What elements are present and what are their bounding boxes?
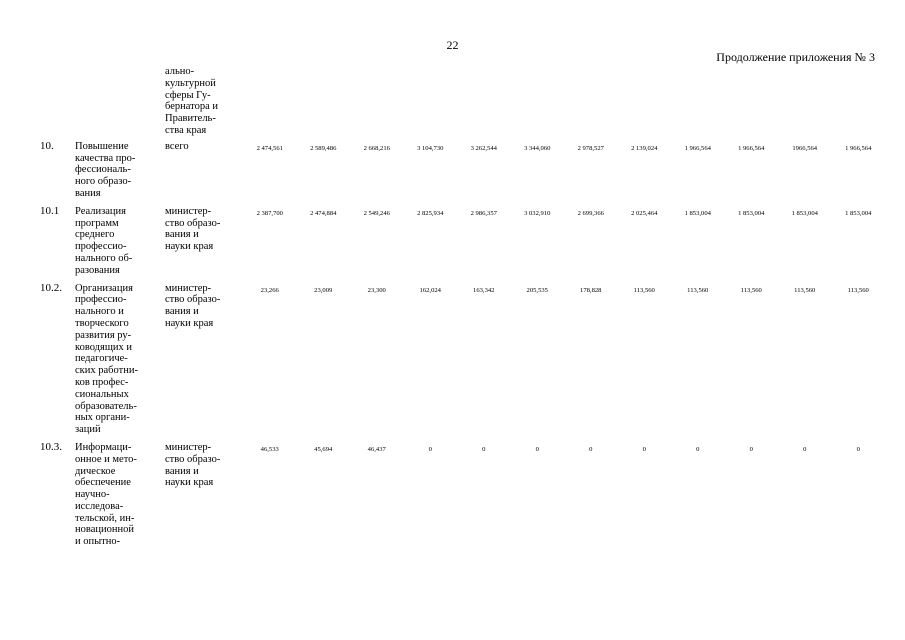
- row-value: 2 474,884: [310, 209, 337, 217]
- row-value: 1 853,004: [738, 209, 765, 217]
- row-value: 0: [428, 445, 432, 453]
- row-value: 2 139,024: [631, 144, 658, 152]
- row-value: 0: [589, 445, 593, 453]
- row-title: Повышение качества про- фессиональ- ного образо- вания: [75, 140, 136, 199]
- row-executor: министер- ство образо- вания и науки края: [165, 441, 221, 489]
- row-number: 10.3.: [40, 440, 62, 453]
- row-value: 3 032,910: [524, 209, 551, 217]
- row-value: 113,560: [794, 286, 816, 294]
- row-value: 2 025,464: [631, 209, 658, 217]
- row-value: 3 344,060: [524, 144, 551, 152]
- table-row: [40, 283, 885, 442]
- row-value: 162,024: [419, 286, 441, 294]
- row-value: 0: [803, 445, 807, 453]
- carry-over-executor: ально- культурной сферы Гу- бернатора и Правитель- ства края: [165, 66, 218, 136]
- row-value: 23,009: [314, 286, 333, 294]
- row-value: 3 262,544: [470, 144, 497, 152]
- carry-over-row: [40, 66, 885, 141]
- program-table: [40, 66, 885, 554]
- row-value: 45,694: [314, 445, 333, 453]
- row-value: 2 474,561: [256, 144, 283, 152]
- table-row: [40, 141, 885, 206]
- row-value: 0: [749, 445, 753, 453]
- row-value: 3 104,730: [417, 144, 444, 152]
- row-value: 0: [856, 445, 860, 453]
- row-value: 2 549,246: [363, 209, 390, 217]
- row-value: 2 978,527: [577, 144, 604, 152]
- row-value: 0: [482, 445, 486, 453]
- row-number: 10.: [40, 139, 54, 152]
- page-number: 22: [446, 38, 459, 52]
- row-value: 1 966,564: [684, 144, 711, 152]
- row-value: 113,560: [633, 286, 655, 294]
- row-value: 2 699,366: [577, 209, 604, 217]
- row-value: 113,560: [687, 286, 709, 294]
- row-value: 23,266: [260, 286, 279, 294]
- row-number: 10.2.: [40, 281, 62, 294]
- row-value: 2 986,357: [470, 209, 497, 217]
- table-row: [40, 206, 885, 283]
- row-value: 46,533: [260, 445, 279, 453]
- table-body: [40, 66, 885, 554]
- row-value: 2 668,216: [363, 144, 390, 152]
- row-title: Информаци- онное и мето- дическое обеспечение научно- исследова- тельской, ин- новационной и опытно-: [75, 441, 137, 548]
- row-value: 113,560: [847, 286, 869, 294]
- row-value: 113,560: [740, 286, 762, 294]
- row-value: 1966,564: [792, 144, 818, 152]
- row-value: 1 966,564: [738, 144, 765, 152]
- row-title: Реализация программ среднего профессио- нального об- разования: [75, 205, 133, 276]
- row-value: 178,828: [580, 286, 602, 294]
- row-executor: всего: [165, 140, 189, 152]
- row-value: 2 825,934: [417, 209, 444, 217]
- row-value: 46,437: [367, 445, 386, 453]
- row-number: 10.1: [40, 204, 60, 217]
- row-value: 205,535: [526, 286, 548, 294]
- row-value: 1 966,564: [845, 144, 872, 152]
- row-executor: министер- ство образо- вания и науки края: [165, 205, 221, 253]
- row-value: 1 853,004: [791, 209, 818, 217]
- row-title: Организация профессио- нального и творческого развития ру- ководящих и педагогиче- ских работни- ков профес- сиональных образователь- ных органи- заций: [75, 282, 138, 436]
- row-value: 23,300: [367, 286, 386, 294]
- row-value: 2 589,486: [310, 144, 337, 152]
- table-row: [40, 442, 885, 554]
- row-value: 0: [535, 445, 539, 453]
- row-value: 2 387,700: [256, 209, 283, 217]
- continuation-label: Продолжение приложения № 3: [716, 50, 875, 64]
- row-value: 0: [696, 445, 700, 453]
- row-value: 0: [642, 445, 646, 453]
- row-executor: министер- ство образо- вания и науки края: [165, 282, 221, 329]
- row-value: 163,342: [473, 286, 495, 294]
- row-value: 1 853,004: [684, 209, 711, 217]
- row-value: 1 853,004: [845, 209, 872, 217]
